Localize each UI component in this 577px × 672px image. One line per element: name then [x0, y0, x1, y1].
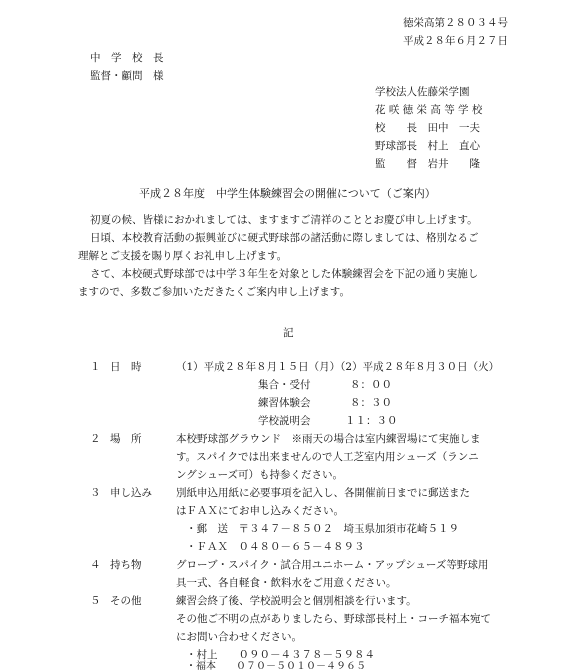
item-line: はＦＡＸにてお申し込みください。 — [176, 505, 344, 517]
item-label: 申し込み — [110, 487, 152, 499]
sender-club-head: 野球部長 村上 直心 — [375, 140, 480, 152]
body-paragraph-3-line-2: ますので、多数ご参加いただきたくご案内申し上げます。 — [78, 286, 350, 298]
item-line: にお問い合わせください。 — [176, 631, 302, 643]
body-paragraph-2-line-1: 日頃、本校教育活動の振興並びに硬式野球部の諸活動に際しましては、格別なるご — [90, 232, 479, 244]
addressee-line-1: 中 学 校 長 — [90, 52, 164, 64]
item-line: 練習会終了後、学校説明会と個別相談を行います。 — [176, 595, 417, 607]
sender-organization: 学校法人佐藤栄学園 — [375, 86, 470, 98]
document-number: 徳栄高第２８０３４号 — [403, 17, 508, 29]
item-line: グローブ・スパイク・試合用ユニホーム・アップシューズ等野球用 — [176, 559, 489, 571]
schedule-time: １１：３０ — [345, 415, 398, 427]
document-date: 平成２８年６月２７日 — [403, 35, 508, 47]
item-line: ・郵 送 〒３４７－８５０２ 埼玉県加須市花崎５１９ — [186, 523, 459, 535]
item-number: ２ — [90, 433, 101, 445]
schedule-time: ８：３０ — [350, 397, 392, 409]
item-line: ・ＦＡＸ ０４８０－６５－４８９３ — [186, 541, 365, 553]
item-line: ・福本 ０７０－５０１０－４９６５ — [186, 661, 366, 672]
item-line: ・村上 ０９０－４３７８－５９８４ — [186, 649, 375, 661]
schedule-name: 集合・受付 — [258, 379, 311, 391]
sender-school: 花 咲 徳 栄 高 等 学 校 — [375, 104, 483, 116]
schedule-name: 練習体験会 — [258, 397, 311, 409]
item-label: 持ち物 — [110, 559, 142, 571]
item-line: 別紙申込用紙に必要事項を記入し、各開催前日までに郵送また — [176, 487, 470, 499]
item-number: ３ — [90, 487, 101, 499]
body-paragraph-1: 初夏の候、皆様におかれましては、ますますご清祥のこととお慶び申し上げます。 — [90, 214, 478, 226]
item-line: 本校野球部グラウンド ※雨天の場合は室内練習場にて実施しま — [176, 433, 481, 445]
addressee-line-2: 監督・顧問 様 — [90, 70, 164, 82]
item-number: ４ — [90, 559, 101, 571]
schedule-time: ８：００ — [350, 379, 392, 391]
item-label: その他 — [110, 595, 142, 607]
item-line: （1）平成２８年８月１５日（月）（2）平成２８年８月３０日（火） — [176, 361, 500, 373]
item-number: ５ — [90, 595, 101, 607]
notice-marker: 記 — [283, 327, 294, 339]
page-title: 平成２８年度 中学生体験練習会の開催について（ご案内） — [139, 187, 436, 200]
item-label: 場 所 — [110, 433, 142, 445]
item-line: 具一式、各自軽食・飲料水をご用意ください。 — [176, 577, 397, 589]
body-paragraph-3-line-1: さて、本校硬式野球部では中学３年生を対象とした体験練習会を下記の通り実施し — [90, 268, 479, 280]
schedule-name: 学校説明会 — [258, 415, 311, 427]
item-line: ングシューズ可）も持参ください。 — [176, 469, 344, 481]
item-label: 日 時 — [110, 361, 142, 373]
body-paragraph-2-line-2: 理解とご支援を賜り厚くお礼申し上げます。 — [78, 250, 288, 262]
item-line: す。スパイクでは出来ませんので人工芝室内用シューズ（ランニ — [176, 451, 479, 463]
sender-principal: 校 長 田中 一夫 — [375, 122, 480, 134]
item-line: その他ご不明の点がありましたら、野球部長村上・コーチ福本宛て — [176, 613, 491, 625]
sender-manager: 監 督 岩井 隆 — [375, 158, 480, 170]
item-number: １ — [90, 361, 101, 373]
